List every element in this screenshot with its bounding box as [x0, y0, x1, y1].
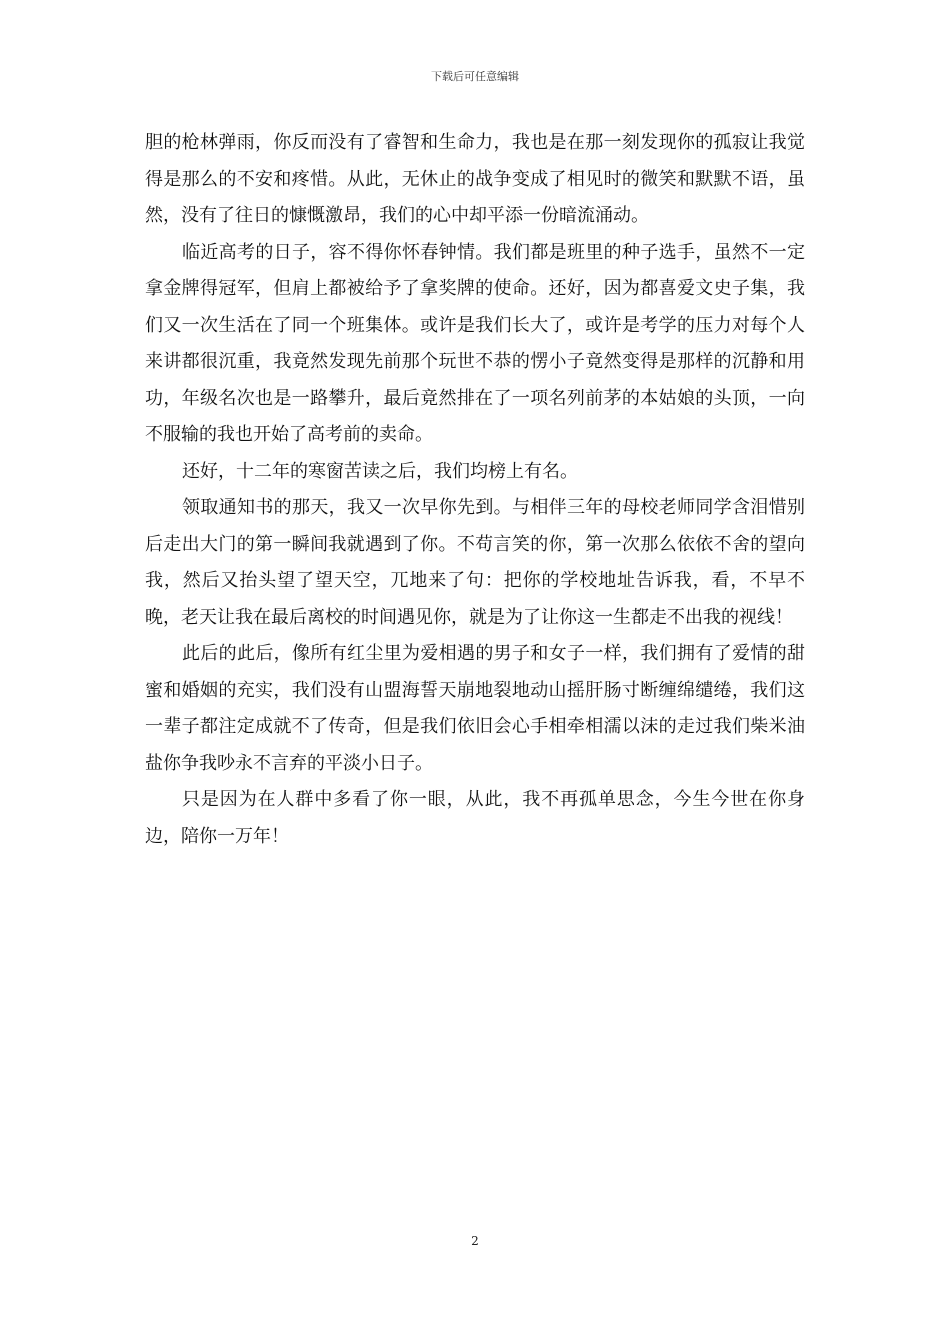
- page-header: 下载后可任意编辑: [431, 70, 519, 83]
- paragraph-2: 临近高考的日子，容不得你怀春钟情。我们都是班里的种子选手，虽然不一定拿金牌得冠军，但肩上都被给予了拿奖牌的使命。还好，因为都喜爱文史子集，我们又一次生活在了同一个班集体。或许是我们长大了，或许是考学的压力对每个人来讲都很沉重，我竟然发现先前那个玩世不恭的愣小子竟然变得是那样的沉静和用功，年级名次也是一路攀升，最后竟然排在了一项名列前茅的本姑娘的头顶，一向不服输的我也开始了高考前的卖命。: [145, 241, 805, 445]
- paragraph-5: 此后的此后，像所有红尘里为爱相遇的男子和女子一样，我们拥有了爱情的甜蜜和婚姻的充实，我们没有山盟海誓天崩地裂地动山摇肝肠寸断缠绵缱绻，我们这一辈子都注定成就不了传奇，但是我们依旧会心手相牵相濡以沫的走过我们柴米油盐你争我吵永不言弃的平淡小日子。: [145, 643, 805, 774]
- paragraph-3: 还好，十二年的寒窗苦读之后，我们均榜上有名。: [182, 460, 578, 482]
- document-body: [145, 125, 805, 855]
- paragraph-6: 只是因为在人群中多看了你一眼，从此，我不再孤单思念，今生今世在你身边，陪你一万年！: [145, 789, 805, 847]
- paragraph-1: 胆的枪林弹雨，你反而没有了睿智和生命力，我也是在那一刻发现你的孤寂让我觉得是那么的不安和疼惜。从此，无休止的战争变成了相见时的微笑和默默不语，虽然，没有了往日的慷慨激昂，我们的心中却平添一份暗流涌动。: [145, 132, 805, 226]
- page-number: 2: [471, 1234, 479, 1248]
- paragraph-4: 领取通知书的那天，我又一次早你先到。与相伴三年的母校老师同学含泪惜别后走出大门的第一瞬间我就遇到了你。不苟言笑的你，第一次那么依依不舍的望向我，然后又抬头望了望天空，兀地来了句：把你的学校地址告诉我，看，不早不晚，老天让我在最后离校的时间遇见你，就是为了让你这一生都走不出我的视线！: [145, 497, 805, 628]
